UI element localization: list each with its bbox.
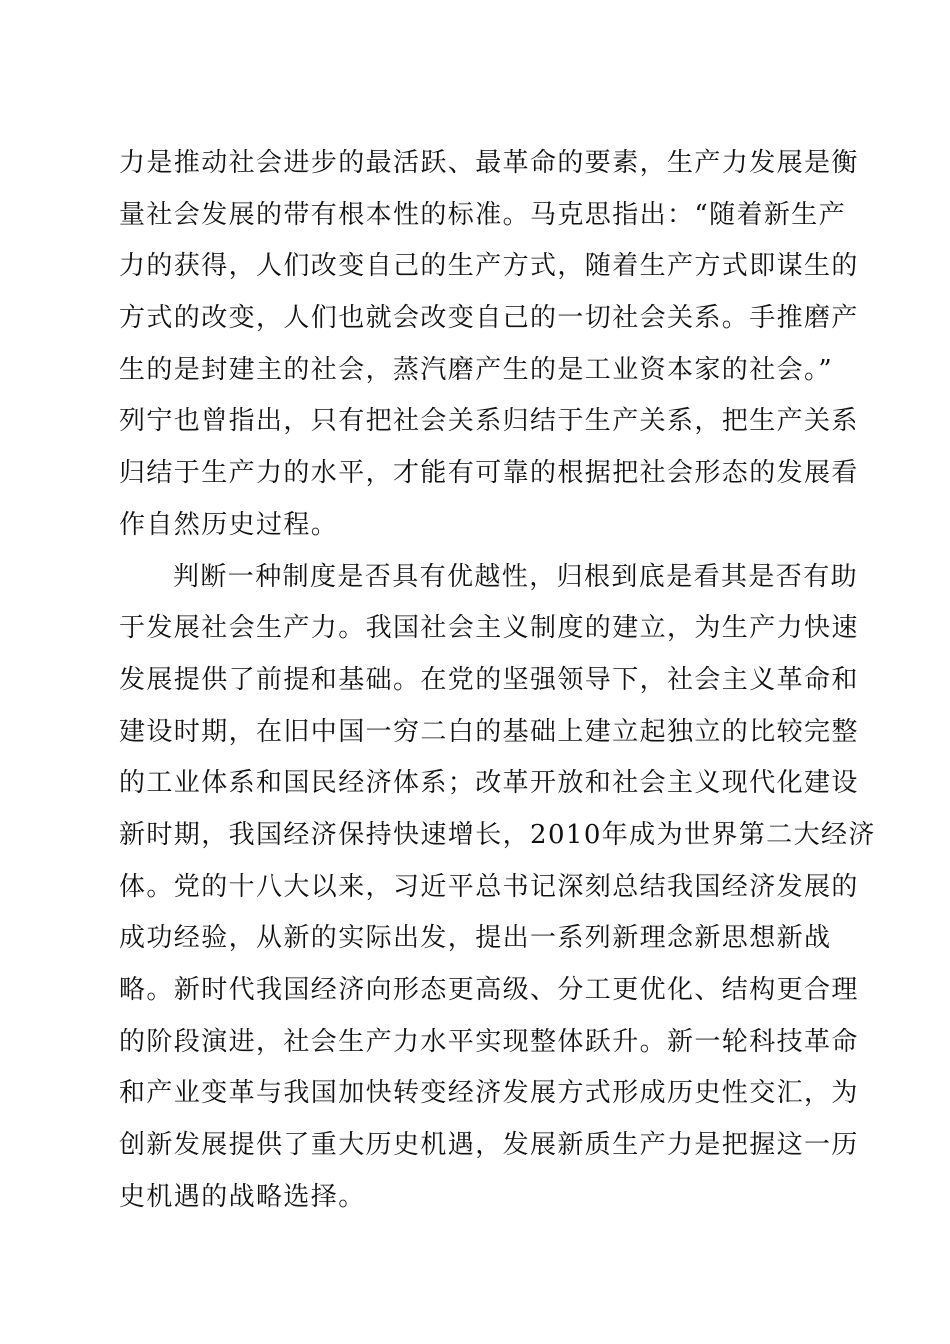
text-line: 的工业体系和国民经济体系；改革开放和社会主义现代化建设 — [119, 768, 859, 799]
text-line: 量社会发展的带有根本性的标准。马克思指出：“随着新生产 — [119, 199, 847, 230]
text-line: 作自然历史过程。 — [119, 509, 339, 540]
text-line: 创新发展提供了重大历史机遇，发展新质生产力是把握这一历 — [119, 1130, 859, 1161]
text-line: 新时期，我国经济保持快速增长，2010年成为世界第二大经济 — [119, 819, 876, 850]
document-body — [119, 138, 876, 1223]
text-line: 史机遇的战略选择。 — [119, 1181, 366, 1212]
text-line: 归结于生产力的水平，才能有可靠的根据把社会形态的发展看 — [119, 458, 859, 489]
text-line: 建设时期，在旧中国一穷二白的基础上建立起独立的比较完整 — [119, 716, 859, 747]
paragraph-1 — [119, 138, 859, 552]
text-line: 方式的改变，人们也就会改变自己的一切社会关系。手推磨产 — [119, 303, 859, 334]
text-line: 略。新时代我国经济向形态更高级、分工更优化、结构更合理 — [119, 975, 859, 1005]
text-line: 成功经验，从新的实际出发，提出一系列新理念新思想新战 — [119, 923, 832, 954]
text-line: 和产业变革与我国加快转变经济发展方式形成历史性交汇，为 — [119, 1078, 859, 1109]
text-line-indented: 判断一种制度是否具有优越性，归根到底是看其是否有助 — [173, 561, 859, 592]
paragraph-2 — [119, 552, 876, 1224]
text-line: 体。党的十八大以来，习近平总书记深刻总结我国经济发展的 — [119, 871, 859, 902]
text-line: 于发展社会生产力。我国社会主义制度的建立，为生产力快速 — [119, 613, 859, 644]
text-line: 的阶段演进，社会生产力水平实现整体跃升。新一轮科技革命 — [119, 1026, 859, 1057]
text-line: 力的获得，人们改变自己的生产方式，随着生产方式即谋生的 — [119, 251, 859, 282]
text-line: 列宁也曾指出，只有把社会关系归结于生产关系，把生产关系 — [119, 406, 859, 437]
text-line: 生的是封建主的社会，蒸汽磨产生的是工业资本家的社会。” — [119, 354, 834, 385]
text-line: 力是推动社会进步的最活跃、最革命的要素，生产力发展是衡 — [119, 148, 859, 178]
text-line: 发展提供了前提和基础。在党的坚强领导下，社会主义革命和 — [119, 664, 859, 695]
